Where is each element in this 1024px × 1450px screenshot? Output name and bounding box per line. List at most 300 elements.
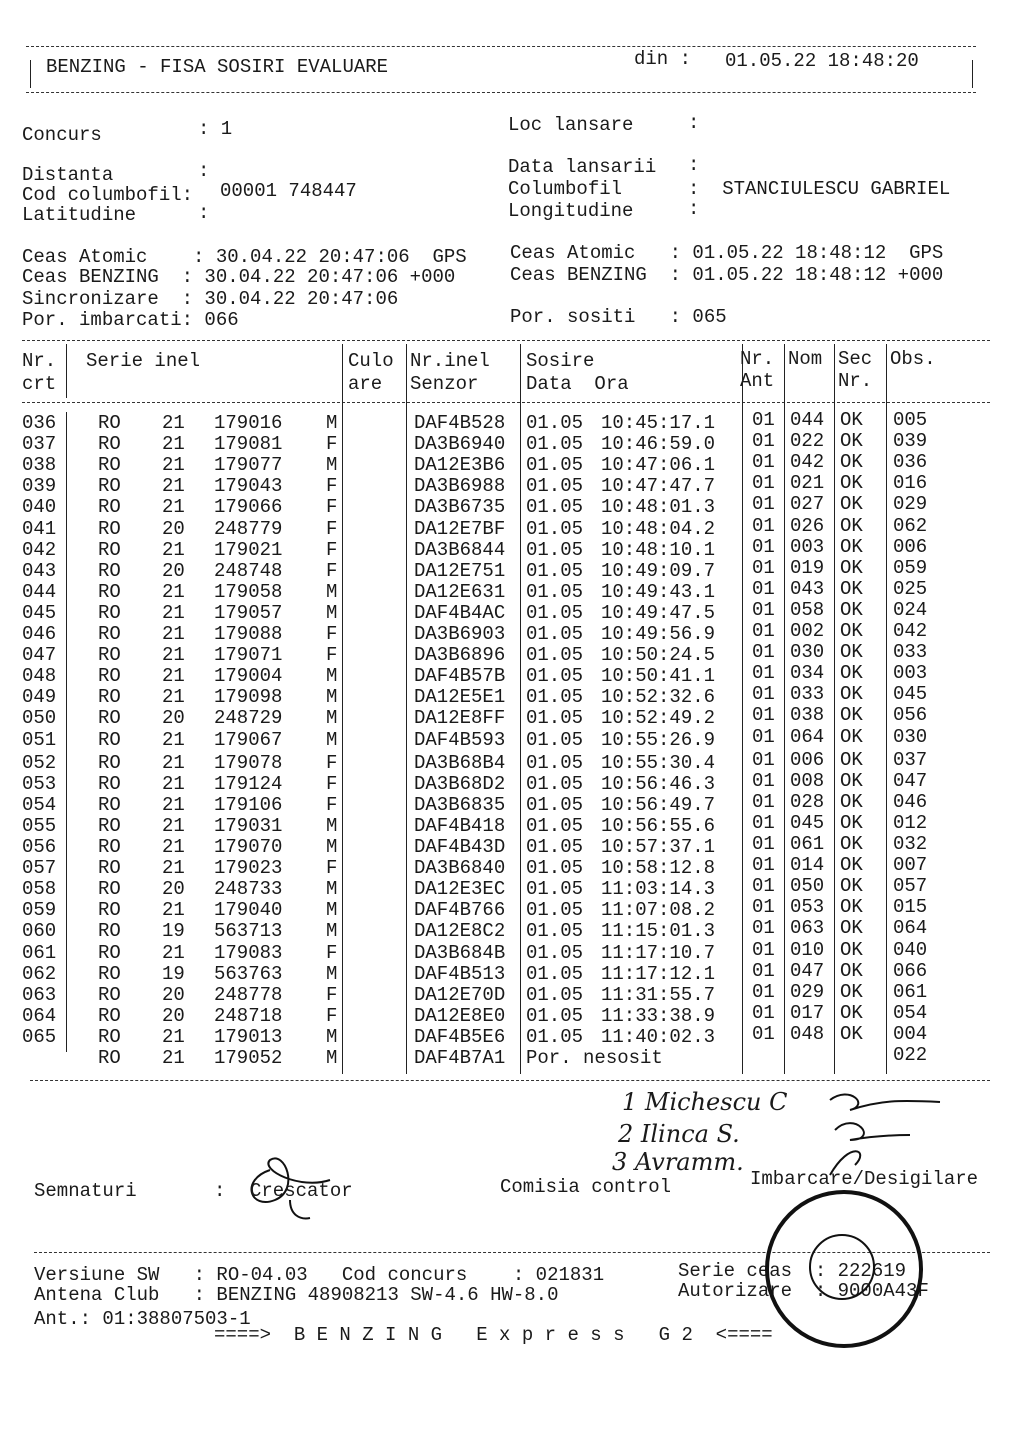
column-divider xyxy=(406,344,407,1074)
cell-date: 01.05 xyxy=(526,899,584,922)
longitudine-label: Longitudine xyxy=(508,200,634,222)
cell-sensor: DA3B6844 xyxy=(414,538,506,561)
column-divider xyxy=(834,344,835,1074)
cell-ant: 01 xyxy=(752,598,775,621)
cell-ring-number: 179083 xyxy=(214,941,283,964)
cell-ant: 01 xyxy=(752,430,775,453)
cell-sec: OK xyxy=(840,938,863,961)
cell-sex: M xyxy=(326,878,338,901)
cell-ant: 01 xyxy=(752,790,775,813)
cell-obs: 016 xyxy=(893,472,928,495)
header-sec-nr: Nr. xyxy=(838,370,873,392)
cell-obs: 040 xyxy=(893,938,928,961)
antena-club: Antena Club : BENZING 48908213 SW-4.6 HW-8.0 xyxy=(34,1284,559,1306)
cell-nom: 030 xyxy=(790,641,825,664)
cell-sec: OK xyxy=(840,1001,863,1024)
cell-year: 21 xyxy=(162,751,185,774)
cell-time: 10:50:24.5 xyxy=(601,644,716,667)
cell-nr-crt: 052 xyxy=(22,751,57,774)
cell-nr-crt: 063 xyxy=(22,983,57,1006)
cell-country: RO xyxy=(98,962,121,985)
cell-nr-crt: 045 xyxy=(22,601,57,624)
cell-obs: 046 xyxy=(893,790,928,813)
cell-nr-crt: 054 xyxy=(22,793,57,816)
cell-ant: 01 xyxy=(752,493,775,516)
cell-time: 11:33:38.9 xyxy=(601,1004,716,1027)
cell-date: 01.05 xyxy=(526,772,584,795)
cell-sensor: DA12E3B6 xyxy=(414,454,506,477)
cell-ant: 01 xyxy=(752,556,775,579)
cell-time: 11:07:08.2 xyxy=(601,899,716,922)
cell-ring-number: 179070 xyxy=(214,836,283,858)
cell-ring-number: 179081 xyxy=(214,433,283,456)
cell-time: 10:47:47.7 xyxy=(601,475,716,498)
cell-time: 10:49:09.7 xyxy=(601,559,716,582)
cell-country: RO xyxy=(98,793,121,816)
cell-sensor: DA12E5E1 xyxy=(414,686,506,709)
cell-date: 01.05 xyxy=(526,941,584,964)
cell-ring-number: 248748 xyxy=(214,559,283,582)
latitudine-value: : xyxy=(198,202,210,224)
cell-nom: 047 xyxy=(790,959,825,982)
cell-ant: 01 xyxy=(752,896,775,919)
cell-year: 21 xyxy=(162,644,185,667)
cell-country: RO xyxy=(98,878,121,901)
cell-sec: OK xyxy=(840,725,863,748)
column-divider xyxy=(66,412,67,1052)
cell-nr-crt: 061 xyxy=(22,941,57,964)
cell-ring-number: 179088 xyxy=(214,623,283,645)
cell-time: 10:47:06.1 xyxy=(601,454,716,477)
cell-sec: OK xyxy=(840,683,863,706)
header-sec: Sec xyxy=(838,348,873,370)
cell-obs: 006 xyxy=(893,535,928,558)
cell-nr-crt: 062 xyxy=(22,962,57,985)
cell-nom: 053 xyxy=(790,896,825,919)
divider xyxy=(30,60,31,88)
cell-country: RO xyxy=(98,644,121,667)
cell-sex: M xyxy=(326,899,338,922)
cell-sensor: DAF4B593 xyxy=(414,728,506,751)
cell-sex: M xyxy=(326,665,338,688)
cell-time: 11:17:10.7 xyxy=(601,941,716,964)
cell-ant: 01 xyxy=(752,811,775,834)
cell-ant: 01 xyxy=(752,451,775,474)
cell-time: 11:03:14.3 xyxy=(601,878,716,901)
cell-sex: F xyxy=(326,559,338,582)
cell-time: 10:57:37.1 xyxy=(601,836,716,858)
divider xyxy=(26,46,976,47)
cell-obs: 036 xyxy=(893,451,928,474)
column-divider xyxy=(784,344,785,1074)
cell-nom: 010 xyxy=(790,938,825,961)
latitudine-label: Latitudine xyxy=(22,204,137,226)
cell-time: 10:56:55.6 xyxy=(601,814,716,837)
cell-obs: 030 xyxy=(893,725,928,748)
cell-obs: 024 xyxy=(893,598,928,621)
cell-sensor: DAF4B766 xyxy=(414,899,506,922)
cell-nr-crt: 049 xyxy=(22,686,57,709)
cell-sex: F xyxy=(326,1004,338,1027)
cell-date: 01.05 xyxy=(526,793,584,816)
cell-ant: 01 xyxy=(752,620,775,642)
cell-sex: F xyxy=(326,517,338,540)
cell-nom: 058 xyxy=(790,598,825,621)
cell-ring-number: 248729 xyxy=(214,707,283,730)
cell-ant: 01 xyxy=(752,833,775,855)
column-divider xyxy=(520,344,521,1074)
cell-date: Por. nesosit xyxy=(526,1047,663,1069)
date-label: din : xyxy=(634,48,692,70)
handwritten-name-2: 2 Ilinca S. xyxy=(618,1120,740,1148)
cell-nom: 048 xyxy=(790,1022,825,1045)
header-nr: Nr. xyxy=(22,350,57,372)
cell-obs: 056 xyxy=(893,704,928,727)
cell-date: 01.05 xyxy=(526,665,584,688)
cell-sex: M xyxy=(326,686,338,709)
cell-country: RO xyxy=(98,496,121,519)
cell-obs: 057 xyxy=(893,875,928,898)
cell-country: RO xyxy=(98,941,121,964)
header-culoare: Culo xyxy=(348,350,394,372)
serie-ceas: Serie ceas : 222619 xyxy=(678,1260,907,1282)
cell-obs: 022 xyxy=(893,1044,928,1066)
cell-time: 10:49:56.9 xyxy=(601,623,716,645)
column-divider xyxy=(742,344,743,1074)
cell-nom: 028 xyxy=(790,790,825,813)
cell-nr-crt: 050 xyxy=(22,707,57,730)
cell-sex: M xyxy=(326,1047,338,1069)
cell-sensor: DA3B6903 xyxy=(414,623,506,645)
cell-sensor: DA12E8C2 xyxy=(414,920,506,943)
divider xyxy=(26,92,976,93)
concurs-value: : 1 xyxy=(198,118,233,140)
cell-sensor: DA12E631 xyxy=(414,580,506,603)
header-data-ora: Data Ora xyxy=(526,373,629,395)
cell-sec: OK xyxy=(840,704,863,727)
cell-year: 21 xyxy=(162,814,185,837)
cell-sensor: DA3B6840 xyxy=(414,857,506,880)
cell-time: 10:49:43.1 xyxy=(601,580,716,603)
cell-date: 01.05 xyxy=(526,1004,584,1027)
data-lansarii-value: : xyxy=(688,154,700,176)
cell-ant: 01 xyxy=(752,875,775,898)
cell-ant: 01 xyxy=(752,980,775,1003)
cell-sec: OK xyxy=(840,556,863,579)
cell-year: 19 xyxy=(162,920,185,943)
cell-ring-number: 179023 xyxy=(214,857,283,880)
cell-time: 11:31:55.7 xyxy=(601,983,716,1006)
cell-sec: OK xyxy=(840,641,863,664)
cell-obs: 062 xyxy=(893,514,928,537)
cell-date: 01.05 xyxy=(526,454,584,477)
cell-year: 21 xyxy=(162,941,185,964)
header-nom: Nom xyxy=(788,348,823,370)
column-divider xyxy=(342,344,343,1074)
cell-year: 21 xyxy=(162,454,185,477)
cell-sensor: DAF4B7A1 xyxy=(414,1047,506,1069)
cell-nom: 061 xyxy=(790,833,825,855)
imbarcare-label: Imbarcare/Desigilare xyxy=(750,1168,979,1190)
cell-ring-number: 179016 xyxy=(214,412,283,434)
cell-nom: 029 xyxy=(790,980,825,1003)
semnaturi-label: Semnaturi xyxy=(34,1180,137,1202)
cell-ring-number: 179040 xyxy=(214,899,283,922)
colon: : xyxy=(214,1180,226,1202)
cell-country: RO xyxy=(98,899,121,922)
cell-year: 21 xyxy=(162,538,185,561)
cell-year: 19 xyxy=(162,962,185,985)
cell-sex: M xyxy=(326,1025,338,1048)
cell-date: 01.05 xyxy=(526,580,584,603)
cell-sec: OK xyxy=(840,854,863,877)
cell-country: RO xyxy=(98,751,121,774)
cell-date: 01.05 xyxy=(526,412,584,434)
cell-time: 10:48:01.3 xyxy=(601,496,716,519)
cell-country: RO xyxy=(98,433,121,456)
cell-sec: OK xyxy=(840,535,863,558)
cell-year: 20 xyxy=(162,707,185,730)
cell-obs: 039 xyxy=(893,430,928,453)
cell-sensor: DA3B6735 xyxy=(414,496,506,519)
cell-ring-number: 248779 xyxy=(214,517,283,540)
sositi: Por. sositi : 065 xyxy=(510,306,727,328)
cell-sec: OK xyxy=(840,917,863,940)
distanta-value: : xyxy=(198,160,210,182)
print-date: 01.05.22 18:48:20 xyxy=(725,50,919,72)
cell-nom: 042 xyxy=(790,451,825,474)
cell-nr-crt: 057 xyxy=(22,857,57,880)
cell-ant: 01 xyxy=(752,472,775,495)
cell-date: 01.05 xyxy=(526,920,584,943)
cell-nom: 027 xyxy=(790,493,825,516)
comisia-label: Comisia control xyxy=(500,1176,672,1198)
header-senzor: Senzor xyxy=(410,373,479,395)
cell-obs: 066 xyxy=(893,959,928,982)
cell-nr-crt: 042 xyxy=(22,538,57,561)
cell-country: RO xyxy=(98,665,121,688)
cell-nr-crt: 060 xyxy=(22,920,57,943)
divider xyxy=(972,60,973,88)
cell-ring-number: 248733 xyxy=(214,878,283,901)
cell-ring-number: 179106 xyxy=(214,793,283,816)
cell-ring-number: 179124 xyxy=(214,772,283,795)
header-obs: Obs. xyxy=(890,348,936,370)
cell-ring-number: 563713 xyxy=(214,920,283,943)
cell-country: RO xyxy=(98,580,121,603)
cell-nom: 017 xyxy=(790,1001,825,1024)
cell-nr-crt: 065 xyxy=(22,1025,57,1048)
cell-year: 21 xyxy=(162,665,185,688)
cell-nr-crt: 058 xyxy=(22,878,57,901)
cell-ant: 01 xyxy=(752,514,775,537)
cell-time: 10:48:04.2 xyxy=(601,517,716,540)
cell-ring-number: 179013 xyxy=(214,1025,283,1048)
cell-sex: F xyxy=(326,496,338,519)
cell-sensor: DA12E8FF xyxy=(414,707,506,730)
cell-ant: 01 xyxy=(752,704,775,727)
cell-sensor: DA3B6988 xyxy=(414,475,506,498)
cell-ant: 01 xyxy=(752,683,775,706)
cell-nr-crt: 039 xyxy=(22,475,57,498)
header-sosire: Sosire xyxy=(526,350,595,372)
cell-ring-number: 179004 xyxy=(214,665,283,688)
cell-sensor: DAF4B43D xyxy=(414,836,506,858)
cell-nr-crt: 046 xyxy=(22,623,57,645)
column-divider xyxy=(66,344,67,398)
cell-ant: 01 xyxy=(752,577,775,600)
cell-time: 10:48:10.1 xyxy=(601,538,716,561)
cell-ant: 01 xyxy=(752,938,775,961)
cell-sex: M xyxy=(326,728,338,751)
cell-nom: 034 xyxy=(790,662,825,685)
cell-time: 10:49:47.5 xyxy=(601,601,716,624)
cell-year: 21 xyxy=(162,1047,185,1069)
cell-year: 20 xyxy=(162,517,185,540)
cell-ant: 01 xyxy=(752,748,775,771)
cell-nom: 014 xyxy=(790,854,825,877)
cell-year: 21 xyxy=(162,899,185,922)
cell-nom: 045 xyxy=(790,811,825,834)
loc-lansare-value: : xyxy=(688,112,700,134)
header-nr-ant: Nr. xyxy=(740,348,775,370)
cell-date: 01.05 xyxy=(526,475,584,498)
cell-sec: OK xyxy=(840,790,863,813)
columbofil-value: : STANCIULESCU GABRIEL xyxy=(688,178,951,200)
club-stamp xyxy=(765,1190,923,1348)
cell-date: 01.05 xyxy=(526,814,584,837)
cell-sensor: DA12E7BF xyxy=(414,517,506,540)
cell-ant: 01 xyxy=(752,409,775,431)
cell-obs: 059 xyxy=(893,556,928,579)
cell-sec: OK xyxy=(840,472,863,495)
cell-year: 21 xyxy=(162,412,185,434)
cod-label: Cod columbofil: xyxy=(22,184,194,206)
cell-ant: 01 xyxy=(752,535,775,558)
cell-year: 21 xyxy=(162,857,185,880)
cell-ring-number: 179078 xyxy=(214,751,283,774)
cell-year: 20 xyxy=(162,559,185,582)
cell-time: 10:56:49.7 xyxy=(601,793,716,816)
cell-obs: 061 xyxy=(893,980,928,1003)
cell-nom: 006 xyxy=(790,748,825,771)
cell-ring-number: 248778 xyxy=(214,983,283,1006)
cell-year: 21 xyxy=(162,580,185,603)
cell-obs: 015 xyxy=(893,896,928,919)
cell-obs: 032 xyxy=(893,833,928,855)
cell-time: 10:58:12.8 xyxy=(601,857,716,880)
cell-date: 01.05 xyxy=(526,517,584,540)
data-lansarii-label: Data lansarii xyxy=(508,156,657,178)
cell-country: RO xyxy=(98,1004,121,1027)
cell-sensor: DAF4B57B xyxy=(414,665,506,688)
cell-country: RO xyxy=(98,772,121,795)
ceas-atomic-end: Ceas Atomic : 01.05.22 18:48:12 GPS xyxy=(510,242,944,264)
cell-country: RO xyxy=(98,517,121,540)
cell-nom: 063 xyxy=(790,917,825,940)
cell-ant: 01 xyxy=(752,1001,775,1024)
cell-country: RO xyxy=(98,623,121,645)
cell-nom: 003 xyxy=(790,535,825,558)
handwritten-name-3: 3 Avramm. xyxy=(612,1148,744,1176)
divider xyxy=(22,402,990,403)
cell-sex: F xyxy=(326,538,338,561)
cell-sex: M xyxy=(326,962,338,985)
cell-sec: OK xyxy=(840,875,863,898)
cell-country: RO xyxy=(98,983,121,1006)
cell-sex: F xyxy=(326,751,338,774)
cell-nr-crt: 037 xyxy=(22,433,57,456)
cell-nom: 038 xyxy=(790,704,825,727)
cell-time: 10:46:59.0 xyxy=(601,433,716,456)
cell-country: RO xyxy=(98,1047,121,1069)
cell-sex: M xyxy=(326,814,338,837)
cell-year: 21 xyxy=(162,601,185,624)
cell-sensor: DA3B684B xyxy=(414,941,506,964)
cell-nom: 064 xyxy=(790,725,825,748)
cell-year: 21 xyxy=(162,686,185,709)
cell-sex: M xyxy=(326,836,338,858)
longitudine-value: : xyxy=(688,198,700,220)
cell-time: 10:52:49.2 xyxy=(601,707,716,730)
antena-id: Ant.: 01:38807503-1 xyxy=(34,1308,251,1330)
cell-country: RO xyxy=(98,538,121,561)
cell-nom: 043 xyxy=(790,577,825,600)
cell-obs: 045 xyxy=(893,683,928,706)
concurs-label: Concurs xyxy=(22,124,102,146)
cell-nr-crt: 036 xyxy=(22,412,57,434)
header-serie-inel: Serie inel xyxy=(86,350,201,372)
cell-country: RO xyxy=(98,814,121,837)
cell-time: 10:50:41.1 xyxy=(601,665,716,688)
cell-ant: 01 xyxy=(752,725,775,748)
cell-sec: OK xyxy=(840,493,863,516)
cell-date: 01.05 xyxy=(526,623,584,645)
cell-time: 10:56:46.3 xyxy=(601,772,716,795)
cell-obs: 012 xyxy=(893,811,928,834)
cell-year: 20 xyxy=(162,1004,185,1027)
cell-ant: 01 xyxy=(752,959,775,982)
cell-sex: M xyxy=(326,920,338,943)
cell-sec: OK xyxy=(840,833,863,855)
divider xyxy=(22,340,990,341)
cell-date: 01.05 xyxy=(526,707,584,730)
cell-ant: 01 xyxy=(752,1022,775,1045)
cell-country: RO xyxy=(98,686,121,709)
cell-ring-number: 179077 xyxy=(214,454,283,477)
cell-ant: 01 xyxy=(752,854,775,877)
cell-sec: OK xyxy=(840,409,863,431)
sincronizare: Sincronizare : 30.04.22 20:47:06 xyxy=(22,288,399,310)
cell-sex: M xyxy=(326,601,338,624)
cell-nom: 021 xyxy=(790,472,825,495)
cell-ring-number: 563763 xyxy=(214,962,283,985)
cell-sensor: DA12E70D xyxy=(414,983,506,1006)
cell-sex: F xyxy=(326,857,338,880)
cell-sensor: DAF4B418 xyxy=(414,814,506,837)
cell-nom: 022 xyxy=(790,430,825,453)
cell-year: 21 xyxy=(162,623,185,645)
cell-date: 01.05 xyxy=(526,644,584,667)
cell-ring-number: 179021 xyxy=(214,538,283,561)
cell-nom: 050 xyxy=(790,875,825,898)
ceas-atomic-start: Ceas Atomic : 30.04.22 20:47:06 GPS xyxy=(22,246,467,268)
cell-sex: F xyxy=(326,941,338,964)
cell-sec: OK xyxy=(840,662,863,685)
cell-sec: OK xyxy=(840,748,863,771)
cell-country: RO xyxy=(98,836,121,858)
cell-sensor: DAF4B528 xyxy=(414,412,506,434)
